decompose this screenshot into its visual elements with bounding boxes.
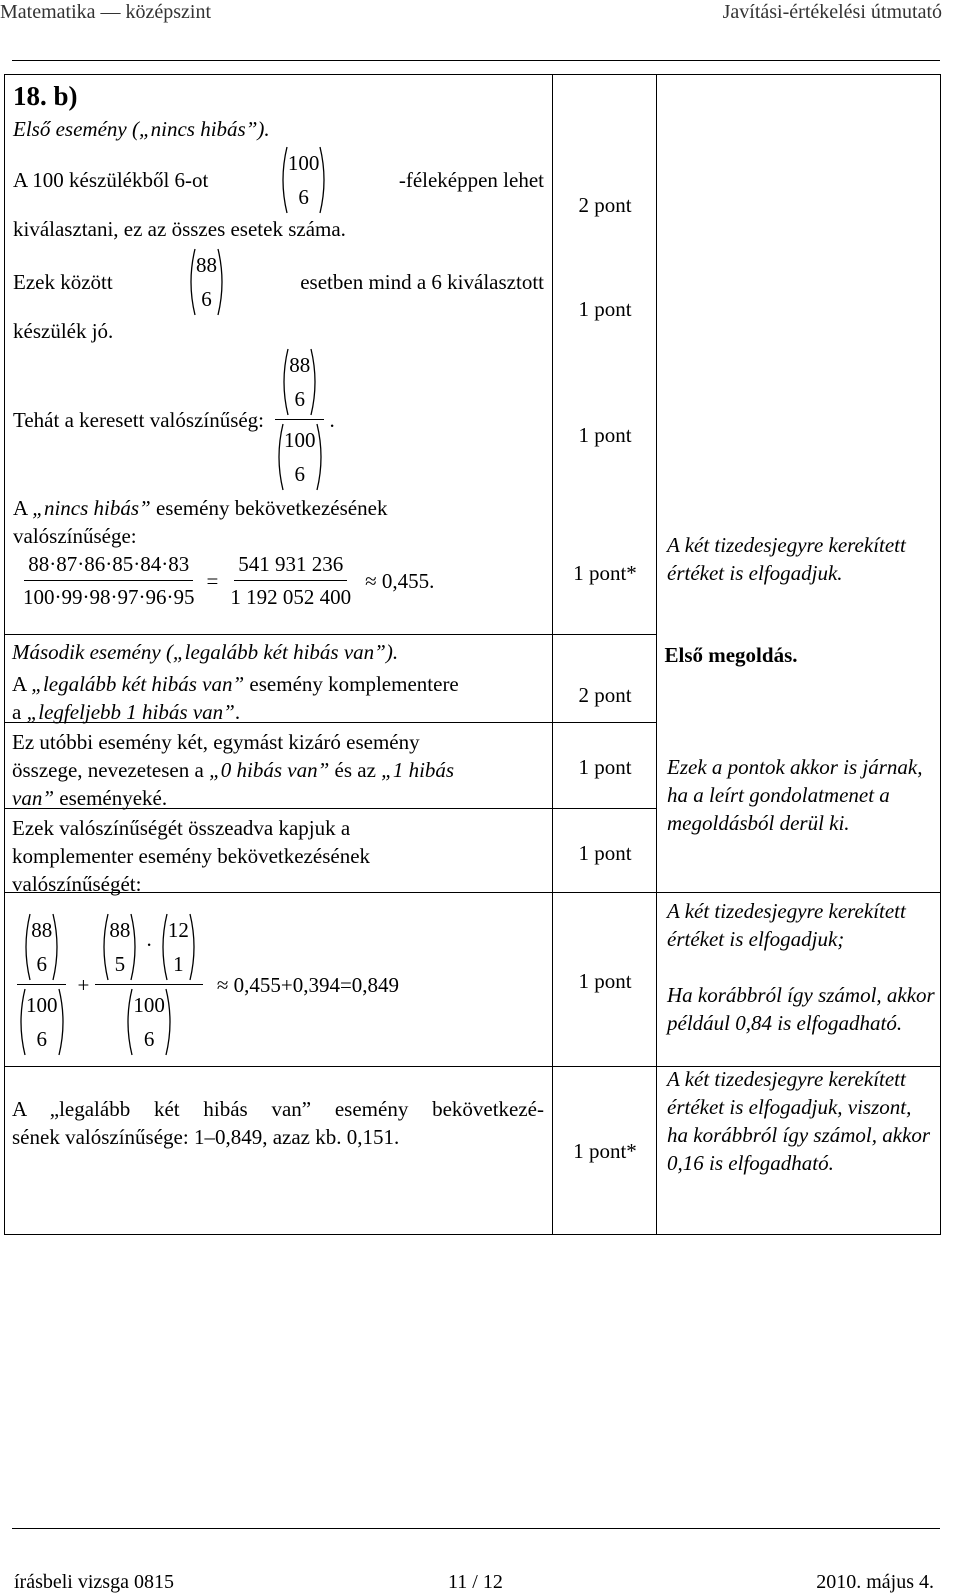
right-paren-icon xyxy=(130,912,140,982)
points-label: 1 pont* xyxy=(573,1139,637,1163)
points-label: 1 pont* xyxy=(573,561,637,585)
binom-bottom: 6 xyxy=(294,387,306,411)
footer-page-number: 11 / 12 xyxy=(448,1571,503,1593)
text: A xyxy=(12,672,32,696)
text: és az xyxy=(329,758,382,782)
left-paren-icon xyxy=(99,912,109,982)
fraction-denominator: 100·99·98·97·96·95 xyxy=(23,585,195,609)
binomial-100-6 xyxy=(123,987,175,1057)
text: -féleképpen lehet xyxy=(398,168,544,192)
points-label: 2 pont xyxy=(578,683,632,707)
text: A 100 készülékből 6-ot xyxy=(13,168,209,192)
reasoning-note: Ezek a pontok akkor is járnak, ha a leírt gondolatmenet a megoldásból derül ki. xyxy=(667,755,923,835)
binom-top: 100 xyxy=(26,993,58,1017)
footer-divider xyxy=(12,1528,940,1529)
binom-top: 88 xyxy=(195,253,217,277)
plus-sign: + xyxy=(77,972,90,997)
text: Ezek között xyxy=(13,270,113,294)
section-divider xyxy=(4,634,656,635)
row-divider xyxy=(4,808,656,809)
disjoint-line: Ez utóbbi esemény két, egymást kizáró esemény xyxy=(12,730,420,754)
fraction-denominator xyxy=(12,985,72,1057)
fraction-numerator xyxy=(95,912,203,985)
text: esemény komplementere xyxy=(244,672,459,696)
binomial-88-6 xyxy=(21,912,62,982)
binom-bottom: 6 xyxy=(201,287,212,311)
left-paren-icon xyxy=(158,912,168,982)
sum-line-3: valószínűségét: xyxy=(12,872,142,896)
sum-line-2: komplementer esemény bekövetkezésének xyxy=(12,844,371,868)
text-italic: „legalább két hibás van” xyxy=(31,672,245,696)
row-divider xyxy=(656,892,940,893)
fraction-numerator xyxy=(17,912,66,985)
fraction-denominator xyxy=(270,420,330,492)
binom-top: 100 xyxy=(287,151,320,175)
row-divider xyxy=(4,892,656,893)
text: Tehát a keresett valószínűség: xyxy=(13,407,265,432)
text: esemény bekövetkezésének xyxy=(150,496,388,520)
points-label: 1 pont xyxy=(578,969,632,993)
product-fraction xyxy=(19,550,198,611)
text-italic: „nincs hibás” xyxy=(32,496,151,520)
points-label: 1 pont xyxy=(578,297,632,321)
left-paren-icon xyxy=(123,987,133,1057)
disjoint-line-2 xyxy=(12,756,544,784)
complement-line xyxy=(12,670,544,698)
period: . xyxy=(329,407,335,432)
page-header xyxy=(0,0,960,24)
text: eseményeké. xyxy=(54,786,168,810)
binom-bottom: 6 xyxy=(143,1027,155,1051)
total-cases-line-2: kiválasztani, ez az összes esetek száma. xyxy=(13,217,346,241)
binomial-88-6 xyxy=(186,247,227,317)
row-divider xyxy=(4,722,656,723)
fraction-denominator xyxy=(119,985,179,1057)
text-italic: „1 hibás xyxy=(381,758,455,782)
binomial-88-6 xyxy=(279,347,320,417)
sum-line: Ezek valószínűségét összeadva kapjuk a xyxy=(12,816,351,840)
event2-heading: Második esemény („legalább két hibás van”). xyxy=(12,640,399,664)
binom-top: 88 xyxy=(31,918,53,942)
right-paren-icon xyxy=(52,912,62,982)
binomial-100-6 xyxy=(278,145,330,215)
rounding-note-3: A két tizedesjegyre kerekített értéket is elfogadjuk, viszont, ha korábbról így számol, akkor 0,16 is elfogadható. xyxy=(667,1067,931,1175)
probability-fraction xyxy=(270,347,330,492)
text: A xyxy=(13,496,33,520)
sum-formula xyxy=(12,912,544,1057)
total-cases-line xyxy=(13,145,544,215)
earlier-rounding-note: Ha korábbról így számol, akkor például 0,84 is elfogadható. xyxy=(667,983,935,1035)
binomial-100-6 xyxy=(16,987,68,1057)
binom-top: 88 xyxy=(109,918,131,942)
first-fraction xyxy=(12,912,72,1057)
row-divider xyxy=(4,1066,940,1067)
no-defect-line-2: valószínűsége: xyxy=(13,524,137,548)
binom-top: 12 xyxy=(167,918,189,942)
probability-line xyxy=(13,347,544,492)
first-solution-label: Első megoldás. xyxy=(664,643,798,667)
left-paren-icon xyxy=(186,247,196,317)
binomial-100-6 xyxy=(274,422,326,492)
header-divider xyxy=(12,60,940,61)
text: . xyxy=(234,700,241,724)
text-italic: „0 hibás van” xyxy=(209,758,330,782)
footer-exam-code: írásbeli vizsga 0815 xyxy=(14,1571,174,1593)
fraction-denominator: 1 192 052 400 xyxy=(230,585,352,609)
left-paren-icon xyxy=(16,987,26,1057)
text-italic: van” xyxy=(12,786,54,810)
fraction-numerator: 541 931 236 xyxy=(234,550,347,581)
product-formula xyxy=(19,550,544,611)
binom-bottom: 6 xyxy=(36,1027,47,1051)
second-event-block xyxy=(12,638,544,1151)
binom-top: 100 xyxy=(284,428,316,452)
good-cases-line xyxy=(13,247,544,317)
binom-bottom: 6 xyxy=(294,462,306,486)
right-paren-icon xyxy=(165,987,175,1057)
left-paren-icon xyxy=(278,145,288,215)
left-paren-icon xyxy=(21,912,31,982)
header-subject: Matematika — középszint xyxy=(0,1,212,23)
right-paren-icon xyxy=(58,987,68,1057)
right-paren-icon xyxy=(217,247,227,317)
value-fraction xyxy=(226,550,355,611)
right-paren-icon xyxy=(316,422,326,492)
text: a xyxy=(12,700,27,724)
binomial-88-5 xyxy=(99,912,140,982)
event1-heading: Első esemény („nincs hibás”). xyxy=(13,117,270,141)
text: esetben mind a 6 kiválasztott xyxy=(300,270,544,294)
problem-title: 18. b) xyxy=(13,81,78,111)
equals-sign: = xyxy=(206,568,219,593)
points-label: 2 pont xyxy=(578,193,632,217)
binom-bottom: 5 xyxy=(114,952,126,976)
points-label: 1 pont xyxy=(578,841,632,865)
left-paren-icon xyxy=(279,347,289,417)
rounding-note: A két tizedesjegyre kerekített értéket is elfogadjuk. xyxy=(667,533,906,585)
text-italic: „legfeljebb 1 hibás van” xyxy=(26,700,235,724)
fraction-numerator xyxy=(275,347,324,420)
rounding-note-2: A két tizedesjegyre kerekített értéket is elfogadjuk; xyxy=(667,899,906,951)
points-label: 1 pont xyxy=(578,755,632,779)
approx-value: ≈ 0,455. xyxy=(365,568,435,593)
sum-result: ≈ 0,455+0,394=0,849 xyxy=(216,972,400,997)
fraction-numerator: 88·87·86·85·84·83 xyxy=(24,550,193,581)
no-defect-line xyxy=(13,494,544,522)
binom-top: 100 xyxy=(133,993,165,1017)
final-line-2: sének valószínűsége: 1–0,849, azaz kb. 0,151. xyxy=(12,1125,400,1149)
right-paren-icon xyxy=(189,912,199,982)
right-paren-icon xyxy=(310,347,320,417)
left-paren-icon xyxy=(274,422,284,492)
notes-cell xyxy=(657,75,941,1235)
footer-date: 2010. május 4. xyxy=(816,1571,934,1593)
header-guide-title: Javítási-értékelési útmutató xyxy=(722,1,942,23)
points-label: 1 pont xyxy=(578,423,632,447)
binomial-12-1 xyxy=(158,912,199,982)
binom-bottom: 1 xyxy=(173,952,184,976)
binom-bottom: 6 xyxy=(298,185,309,209)
final-line: A „legalább két hibás van” esemény bekövetkezé- xyxy=(12,1097,544,1121)
binom-bottom: 6 xyxy=(36,952,47,976)
right-paren-icon xyxy=(319,145,329,215)
good-cases-line-2: készülék jó. xyxy=(13,319,114,343)
binom-top: 88 xyxy=(289,353,311,377)
second-fraction xyxy=(95,912,203,1057)
text: összege, nevezetesen a xyxy=(12,758,210,782)
multiply-dot: · xyxy=(145,932,153,957)
